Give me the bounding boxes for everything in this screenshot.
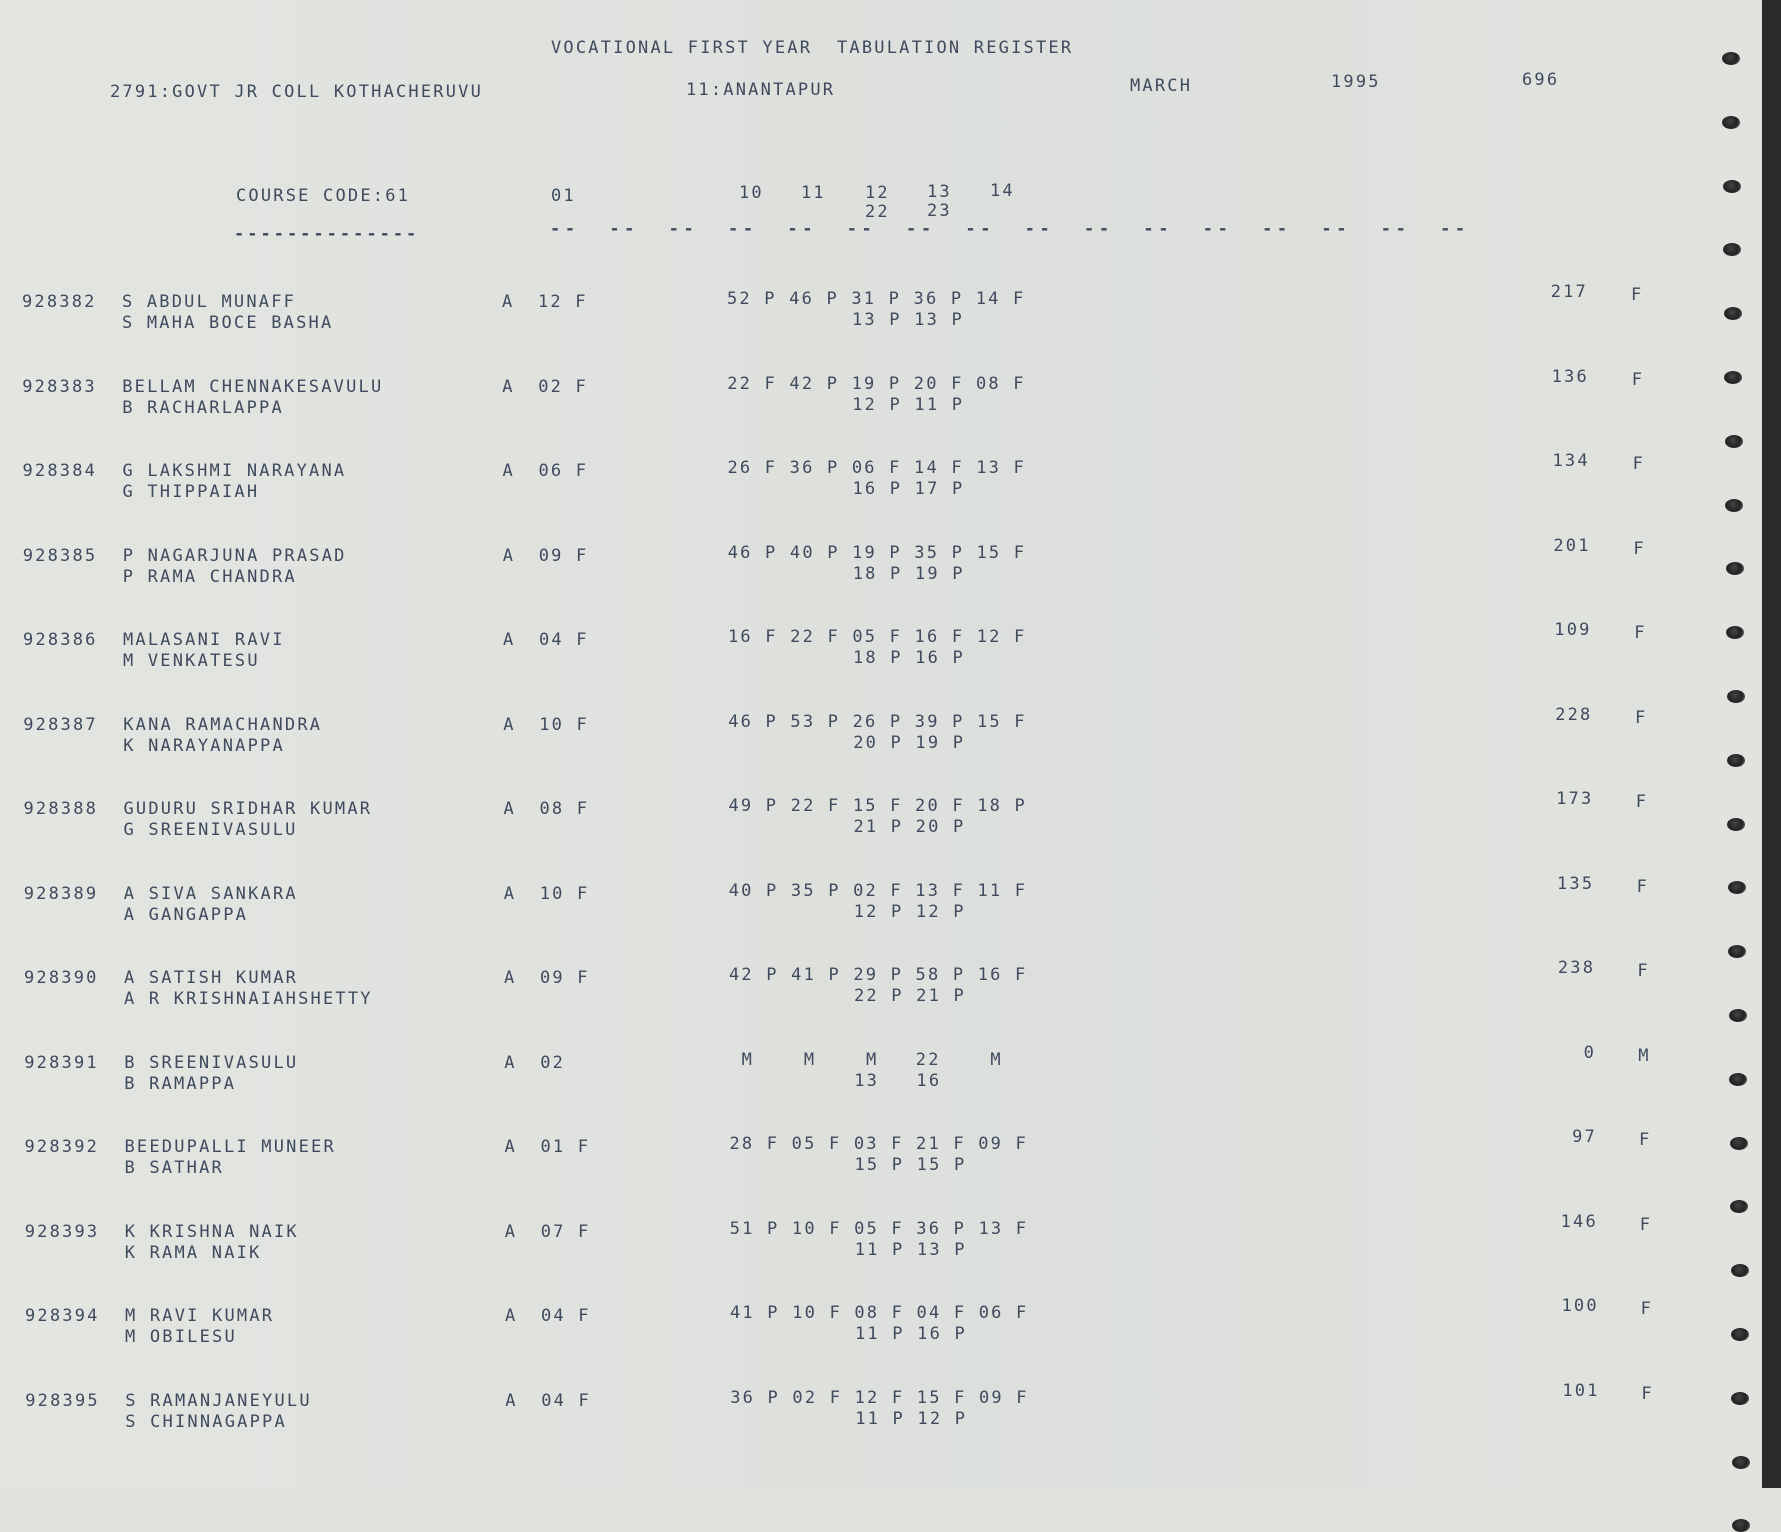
father-name: B RACHARLAPPA — [122, 397, 284, 418]
father-name: M VENKATESU — [123, 651, 260, 671]
marks-line-2: 13 16 — [854, 1070, 942, 1091]
student-name: BEEDUPALLI MUNEER — [124, 1137, 336, 1157]
total-marks: 173 — [1556, 789, 1594, 809]
marks-line-2: 11 P 13 P — [854, 1239, 967, 1260]
result-code: F — [1640, 1299, 1654, 1319]
col-23: 23 — [927, 201, 952, 221]
table-row — [0, 789, 1700, 843]
marks-line-2: 15 P 15 P — [854, 1155, 967, 1175]
father-name: B SATHAR — [124, 1158, 224, 1178]
marks-line-2: 12 P 11 P — [852, 394, 965, 415]
register-title: VOCATIONAL FIRST YEAR TABULATION REGISTER — [551, 38, 1074, 58]
col-14: 14 — [990, 181, 1015, 201]
table-row — [0, 1380, 1700, 1435]
feed-hole — [1731, 1328, 1749, 1341]
marks-line-2: 22 P 21 P — [854, 986, 966, 1006]
exam-month: MARCH — [1130, 76, 1193, 96]
total-marks: 0 — [1583, 1042, 1597, 1063]
roll-number: 928385 — [22, 545, 98, 566]
father-name: A GANGAPPA — [123, 904, 249, 925]
marks-line-2: 11 P 12 P — [855, 1408, 968, 1429]
district-name: 11:ANANTAPUR — [686, 80, 836, 100]
student-name: KANA RAMACHANDRA — [123, 714, 323, 735]
mark-col-01: 08 F — [539, 799, 590, 819]
student-name: B SREENIVASULU — [124, 1052, 299, 1073]
group-code: A — [505, 1390, 518, 1411]
group-code: A — [504, 1052, 517, 1073]
feed-hole — [1727, 818, 1745, 831]
marks-line-2: 18 P 16 P — [853, 648, 965, 668]
result-code: F — [1633, 538, 1646, 559]
marks-line-1: M M M 22 M — [729, 1049, 1003, 1070]
course-underline: -------------- — [234, 224, 420, 244]
group-code: A — [502, 545, 516, 566]
total-marks: 217 — [1550, 282, 1588, 302]
mark-col-01: 12 F — [538, 292, 588, 312]
student-name: K KRISHNA NAIK — [124, 1221, 299, 1242]
total-marks: 109 — [1554, 620, 1592, 640]
father-name: B RAMAPPA — [124, 1073, 237, 1094]
table-row — [0, 873, 1700, 928]
marks-line-1: 36 P 02 F 12 F 15 F 09 F — [730, 1387, 1029, 1408]
group-code: A — [503, 714, 516, 735]
roll-number: 928384 — [22, 461, 98, 481]
group-code: A — [504, 1137, 517, 1157]
group-code: A — [502, 461, 515, 481]
marks-line-1: 42 P 41 P 29 P 58 P 16 F — [729, 965, 1028, 985]
marks-line-2: 16 P 17 P — [852, 479, 965, 499]
total-marks: 135 — [1556, 873, 1595, 894]
roll-number: 928388 — [23, 799, 99, 819]
feed-hole — [1725, 499, 1743, 512]
group-code: A — [503, 883, 517, 904]
mark-col-01: 09 F — [540, 968, 590, 988]
total-marks: 101 — [1562, 1380, 1600, 1401]
marks-line-1: 46 P 53 P 26 P 39 P 15 F — [728, 711, 1027, 732]
col-22: 22 — [865, 202, 890, 222]
student-name: A SIVA SANKARA — [123, 883, 298, 904]
col-12: 12 — [865, 183, 890, 203]
result-code: F — [1636, 876, 1650, 897]
student-name: G LAKSHMI NARAYANA — [122, 461, 347, 481]
student-name: GUDURU SRIDHAR KUMAR — [123, 799, 373, 819]
table-row — [0, 1127, 1700, 1181]
mark-col-01: 04 F — [539, 630, 589, 650]
mark-col-01: 04 F — [541, 1390, 591, 1411]
roll-number: 928389 — [23, 883, 99, 904]
feed-hole — [1730, 1137, 1748, 1150]
column-dashes: -- -- -- -- -- -- -- -- -- -- -- -- -- -- -- -- — [550, 219, 1470, 239]
mark-col-01: 02 — [540, 1052, 566, 1073]
marks-line-1: 26 F 36 P 06 F 14 F 13 F — [727, 458, 1026, 478]
marks-line-1: 49 P 22 F 15 F 20 F 18 P — [728, 796, 1027, 816]
student-name: S ABDUL MUNAFF — [122, 292, 297, 312]
table-row — [0, 1042, 1700, 1097]
marks-line-1: 16 F 22 F 05 F 16 F 12 F — [728, 627, 1027, 647]
result-code: F — [1639, 1214, 1653, 1235]
father-name: S CHINNAGAPPA — [125, 1411, 287, 1432]
student-name: P NAGARJUNA PRASAD — [122, 545, 347, 566]
marks-line-2: 11 P 16 P — [855, 1324, 967, 1344]
feed-hole — [1727, 690, 1745, 703]
feed-hole — [1732, 1456, 1750, 1469]
result-code: F — [1635, 707, 1648, 728]
group-code: A — [504, 968, 517, 988]
result-code: F — [1637, 961, 1650, 981]
result-code: F — [1634, 623, 1647, 643]
marks-line-2: 20 P 19 P — [853, 732, 966, 753]
table-row — [0, 958, 1700, 1012]
table-row — [0, 1296, 1700, 1350]
mark-col-01: 06 F — [538, 461, 589, 481]
exam-year: 1995 — [1331, 72, 1381, 92]
father-name: G SREENIVASULU — [123, 820, 298, 840]
feed-hole — [1732, 1519, 1750, 1532]
total-marks: 238 — [1557, 958, 1596, 978]
feed-hole — [1723, 180, 1741, 193]
feed-hole — [1722, 52, 1740, 65]
roll-number: 928394 — [25, 1306, 100, 1326]
father-name: K NARAYANAPPA — [123, 735, 285, 756]
father-name: K RAMA NAIK — [124, 1242, 262, 1263]
roll-number: 928390 — [24, 968, 99, 988]
marks-line-1: 22 F 42 P 19 P 20 F 08 F — [727, 373, 1026, 394]
result-code: F — [1631, 285, 1644, 305]
roll-number: 928392 — [24, 1137, 100, 1157]
roll-number: 928391 — [24, 1052, 99, 1073]
table-row — [0, 620, 1700, 674]
col-10: 10 — [739, 183, 764, 203]
group-code: A — [502, 292, 515, 312]
student-name: A SATISH KUMAR — [124, 968, 299, 988]
group-code: A — [505, 1306, 518, 1326]
table-row — [0, 282, 1700, 336]
roll-number: 928386 — [23, 630, 98, 650]
result-code: F — [1632, 454, 1646, 474]
result-code: M — [1638, 1045, 1651, 1066]
col-01: 01 — [551, 186, 576, 206]
father-name: P RAMA CHANDRA — [122, 566, 297, 587]
student-name: S RAMANJANEYULU — [125, 1390, 312, 1411]
total-marks: 134 — [1552, 451, 1590, 471]
course-code: COURSE CODE:61 — [236, 186, 411, 206]
marks-line-1: 41 P 10 F 08 F 04 F 06 F — [730, 1303, 1029, 1323]
college-name: 2791:GOVT JR COLL KOTHACHERUVU — [110, 82, 484, 102]
marks-line-2: 21 P 20 P — [853, 817, 966, 837]
student-name: MALASANI RAVI — [123, 630, 285, 650]
father-name: M OBILESU — [125, 1327, 237, 1347]
group-code: A — [502, 376, 515, 397]
feed-hole — [1731, 1264, 1749, 1277]
marks-line-2: 18 P 19 P — [852, 563, 965, 584]
col-13: 13 — [927, 182, 952, 202]
mark-col-01: 02 F — [538, 376, 588, 397]
total-marks: 146 — [1560, 1211, 1598, 1232]
group-code: A — [504, 1221, 518, 1242]
result-code: F — [1635, 792, 1649, 812]
roll-number: 928382 — [22, 292, 97, 312]
marks-line-1: 51 P 10 F 05 F 36 P 13 F — [729, 1218, 1029, 1239]
marks-line-2: 13 P 13 P — [852, 310, 964, 330]
table-row — [0, 535, 1700, 590]
mark-col-01: 07 F — [540, 1221, 591, 1242]
student-name: BELLAM CHENNAKESAVULU — [122, 376, 384, 397]
roll-number: 928387 — [23, 714, 98, 735]
mark-col-01: 09 F — [538, 545, 589, 566]
roll-number: 928383 — [22, 376, 97, 397]
table-row — [0, 366, 1700, 421]
group-code: A — [503, 630, 516, 650]
father-name: S MAHA BOCE BASHA — [122, 313, 334, 333]
feed-hole — [1727, 754, 1745, 767]
mark-col-01: 10 F — [539, 883, 590, 904]
total-marks: 97 — [1572, 1127, 1597, 1147]
mark-col-01: 04 F — [541, 1306, 591, 1326]
table-row — [0, 451, 1700, 505]
group-code: A — [503, 799, 516, 819]
feed-hole — [1724, 307, 1742, 320]
page-number: 696 — [1522, 70, 1560, 90]
total-marks: 201 — [1553, 535, 1591, 556]
result-code: F — [1639, 1130, 1652, 1150]
total-marks: 228 — [1555, 704, 1593, 725]
table-row — [0, 704, 1700, 759]
mark-col-01: 10 F — [539, 714, 589, 735]
marks-line-1: 46 P 40 P 19 P 35 P 15 F — [727, 542, 1027, 563]
mark-col-01: 01 F — [540, 1137, 591, 1157]
marks-line-1: 52 P 46 P 31 P 36 P 14 F — [727, 289, 1026, 309]
student-name: M RAVI KUMAR — [125, 1306, 275, 1326]
roll-number: 928393 — [24, 1221, 100, 1242]
table-row — [0, 1211, 1700, 1266]
marks-line-1: 40 P 35 P 02 F 13 F 11 F — [728, 880, 1028, 901]
page-edge — [1762, 0, 1781, 1488]
total-marks: 136 — [1551, 366, 1589, 387]
col-11: 11 — [801, 183, 826, 203]
total-marks: 100 — [1561, 1296, 1599, 1316]
feed-hole — [1729, 1073, 1747, 1086]
roll-number: 928395 — [25, 1390, 100, 1411]
feed-hole — [1729, 1009, 1747, 1022]
father-name: G THIPPAIAH — [122, 482, 260, 502]
result-code: F — [1641, 1383, 1654, 1404]
result-code: F — [1631, 369, 1645, 390]
marks-line-2: 12 P 12 P — [853, 901, 966, 922]
marks-line-1: 28 F 05 F 03 F 21 F 09 F — [729, 1134, 1028, 1154]
feed-hole — [1725, 435, 1743, 448]
father-name: A R KRISHNAIAHSHETTY — [124, 989, 373, 1009]
